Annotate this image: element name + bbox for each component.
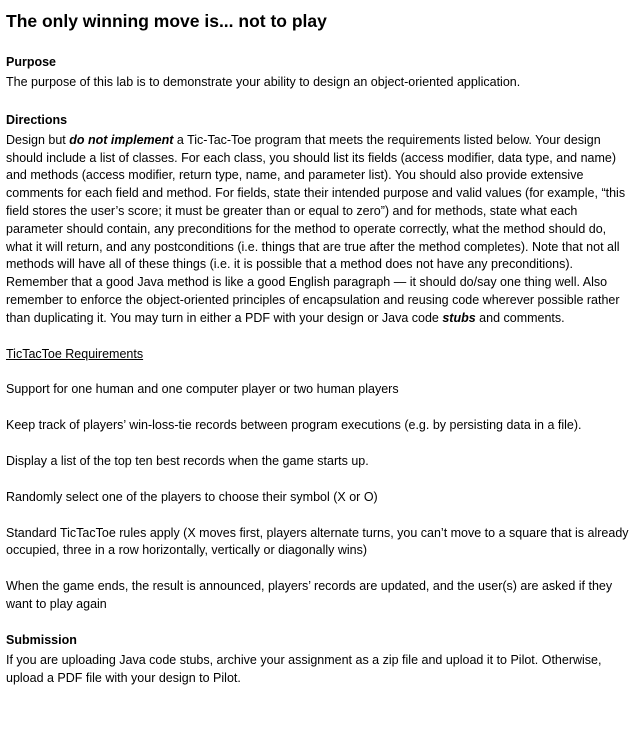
purpose-heading: Purpose [6,55,57,69]
requirement-item: Keep track of players’ win-loss-tie records between program executions (e.g. by persisting data in a file). [6,418,582,433]
requirement-item: Standard TicTacToe rules apply (X moves first, players alternate turns, you can’t move to a square that is already occupied, three in a row horizontally, vertically or diagonally wins) [6,525,629,558]
requirement-item: When the game ends, the result is announced, players’ records are updated, and the user(s) are asked if they want to play again [6,579,613,611]
purpose-text: The purpose of this lab is to demonstrate your ability to design an object-oriented application. [6,75,521,89]
directions-emphasis-stubs: stubs [442,310,476,325]
submission-heading: Submission [6,632,77,647]
directions-text-part3: and comments. [475,310,565,325]
requirement-item: Support for one human and one computer player or two human players [6,382,399,397]
directions-section [6,112,629,328]
requirements-section [6,346,629,614]
directions-text [6,132,629,328]
directions-text-part1: Design but [6,132,70,147]
page-title: The only winning move is... not to play [6,11,327,31]
requirements-heading: TicTacToe Requirements [6,346,144,361]
purpose-section [6,54,629,92]
directions-text-part2: a Tic-Tac-Toe program that meets the requirements listed below. Your design should include a list of classes. For each class, you should list its fields (access modifier, data type, and name) and methods (access modifier, return type, name, and parameter list). You should also provide extensive comments for each field and method. For fields, state their intended purpose and valid values (for example, “this field stores the user’s score; it must be greater than or equal to zero”) and for methods, state what each parameter should contain, any preconditions for the method to operate correctly, what the method should do, what it will return, and any postconditions (i.e. things that are true after the method completes). Note that not all methods will have all of these things (i.e. it is possible that a method does not have any preconditions). Remember that a good Java method is like a good English paragraph — it should do/say one thing well. Also remember to enforce the object-oriented principles of encapsulation and reusing code wherever possible rather than duplicating it. You may turn in either a PDF with your design or Java code [6,132,626,325]
requirement-item: Randomly select one of the players to choose their symbol (X or O) [6,489,378,504]
directions-emphasis-do-not-implement: do not implement [69,132,174,147]
requirement-item: Display a list of the top ten best records when the game starts up. [6,453,369,468]
directions-heading: Directions [6,112,68,127]
submission-text: If you are uploading Java code stubs, archive your assignment as a zip file and upload it to Pilot. Otherwise, upload a PDF file with your design to Pilot. [6,652,602,685]
submission-section [6,632,629,688]
